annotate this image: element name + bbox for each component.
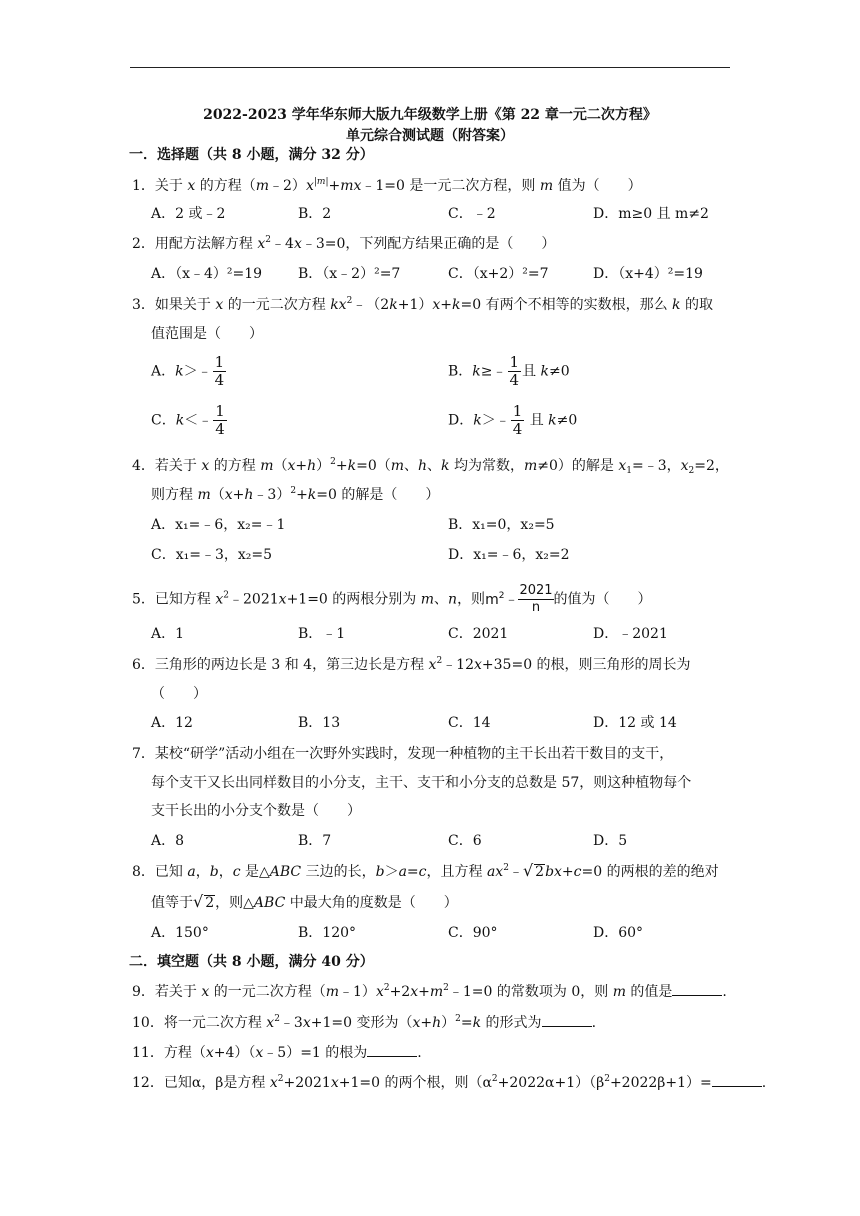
q8-option-d: D．60°: [593, 925, 644, 941]
q5-option-b: B．﹣1: [298, 626, 346, 642]
q7-option-d: D．5: [593, 833, 628, 849]
doc-title-line2: 单元综合测试题（附答案）: [346, 128, 514, 144]
q4-option-a: A．x₁=﹣6，x₂=﹣1: [151, 517, 286, 533]
q6-option-d: D．12 或 14: [593, 715, 677, 731]
q3-option-d: D．k＞﹣ $\frac{1}{4}$ 且 k≠0: [448, 402, 578, 438]
question-2-stem: 2．用配方法解方程 $x^2﹣4x﹣3=0$，下列配方结果正确的是（ ）: [132, 235, 556, 252]
question-1-stem: 1．关于 x 的方程$(m﹣2)x^{|m|}+mx﹣1=0$ 是一元二次方程，则 m 值为（ ）: [132, 177, 642, 194]
question-8-stem: 8．已知 a，b，c 是△ABC 三边的长，b＞a=c，且方程 $ax^2﹣√$ 2bx+c=0 的两根的差的绝对: [132, 861, 719, 880]
question-6-stem: 6．三角形的两边长是 3 和 4，第三边长是方程 $x^2﹣12x+35=0$ 的根，则三角形的周长为: [132, 656, 691, 673]
q3-option-b: B．k≥﹣ $\frac{1}{4}$ 且 k≠0: [448, 353, 570, 389]
q4-option-d: D．x₁=﹣6，x₂=2: [448, 547, 570, 563]
q11-answer-blank[interactable]: [367, 1044, 417, 1057]
question-7-stem-cont2: 支干长出的小分支个数是（ ）: [151, 803, 361, 819]
q6-option-c: C．14: [448, 715, 491, 731]
q1-option-b: B．2: [298, 206, 332, 222]
q3-option-c: C．k＜﹣ $\frac{1}{4}$: [151, 402, 225, 438]
q3-option-a: A．k＞﹣ $\frac{1}{4}$: [151, 353, 225, 389]
question-5-stem: 5．已知方程 $x^2﹣2021x+1=0$ 的两根分别为 m、n，则$m^2﹣$ $\frac{2021}{n}$ 的值为（ ）: [132, 583, 652, 615]
question-6-stem-cont: （ ）: [151, 686, 207, 702]
question-8-stem-cont: 值等于√ 2，则△ABC 中最大角的度数是（ ）: [151, 892, 458, 911]
q4-option-b: B．x₁=0，x₂=5: [448, 517, 555, 533]
q2-option-a: A．（x﹣4）²=19: [151, 266, 263, 282]
question-4-stem-cont: 则方程 m（x+h﹣3）$^2$+k=0 的解是（ ）: [151, 486, 440, 503]
q9-answer-blank[interactable]: [672, 983, 722, 996]
q5-option-c: C．2021: [448, 626, 509, 642]
q2-option-d: D．（x+4）²=19: [593, 266, 703, 282]
question-3-stem-cont: 值范围是（ ）: [151, 326, 263, 342]
question-7-stem: 7．某校“研学”活动小组在一次野外实践时，发现一种植物的主干长出若干数目的支干，: [132, 746, 674, 762]
question-3-stem: 3．如果关于 x 的一元二次方程 $kx^2﹣(2k+1)x+k=0$ 有两个不相等的实数根，那么 k 的取: [132, 296, 713, 313]
q6-option-a: A．12: [151, 715, 193, 731]
question-9: 9．若关于 x 的一元二次方程$(m﹣1)x^2+2x+m^2﹣1=0$ 的常数项为 0，则 m 的值是 .: [132, 983, 727, 1000]
q12-answer-blank[interactable]: [712, 1074, 762, 1087]
q7-option-b: B．7: [298, 833, 332, 849]
q1-option-a: A．2 或﹣2: [151, 206, 226, 222]
q1-option-d: D．m≥0 且 m≠2: [593, 206, 709, 222]
section-heading-fill: 二．填空题（共 8 小题，满分 40 分）: [129, 954, 374, 970]
q1-option-c: C．﹣2: [448, 206, 496, 222]
question-12: 12．已知α，β是方程 $x^2+2021x+1=0$ 的两个根，则$(\alpha^2+2022\alpha+1)(\beta^2+2022\beta+1)=$ .: [132, 1074, 767, 1091]
q6-option-b: B．13: [298, 715, 341, 731]
q8-option-c: C．90°: [448, 925, 498, 941]
q5-option-a: A．1: [151, 626, 185, 642]
q4-option-c: C．x₁=﹣3，x₂=5: [151, 547, 273, 563]
section-heading-choice: 一．选择题（共 8 小题，满分 32 分）: [129, 147, 374, 163]
q10-answer-blank[interactable]: [542, 1014, 592, 1027]
q8-option-b: B．120°: [298, 925, 357, 941]
q2-option-b: B．（x﹣2）²=7: [298, 266, 401, 282]
question-10: 10．将一元二次方程 $x^2﹣3x+1=0$ 变形为$(x+h)^2=k$ 的形式为 .: [132, 1014, 597, 1031]
question-11: 11．方程（x+4）（x﹣5）=1 的根为 .: [132, 1045, 422, 1061]
q8-option-a: A．150°: [151, 925, 209, 941]
header-rule: [130, 67, 730, 68]
q2-option-c: C．（x+2）²=7: [448, 266, 549, 282]
q5-option-d: D．﹣2021: [593, 626, 668, 642]
question-7-stem-cont1: 每个支干又长出同样数目的小分支，主干、支干和小分支的总数是 57，则这种植物每个: [151, 775, 692, 791]
q7-option-a: A．8: [151, 833, 185, 849]
question-4-stem: 4．若关于 x 的方程 $m(x+h)^2+k=0(m$、h、k 均为常数，m≠0）的解是 $x_1=﹣3$，$x_2=2$，: [132, 457, 729, 476]
doc-title-line1: 2022-2023 学年华东师大版九年级数学上册《第 22 章一元二次方程》: [203, 107, 657, 123]
q7-option-c: C．6: [448, 833, 482, 849]
